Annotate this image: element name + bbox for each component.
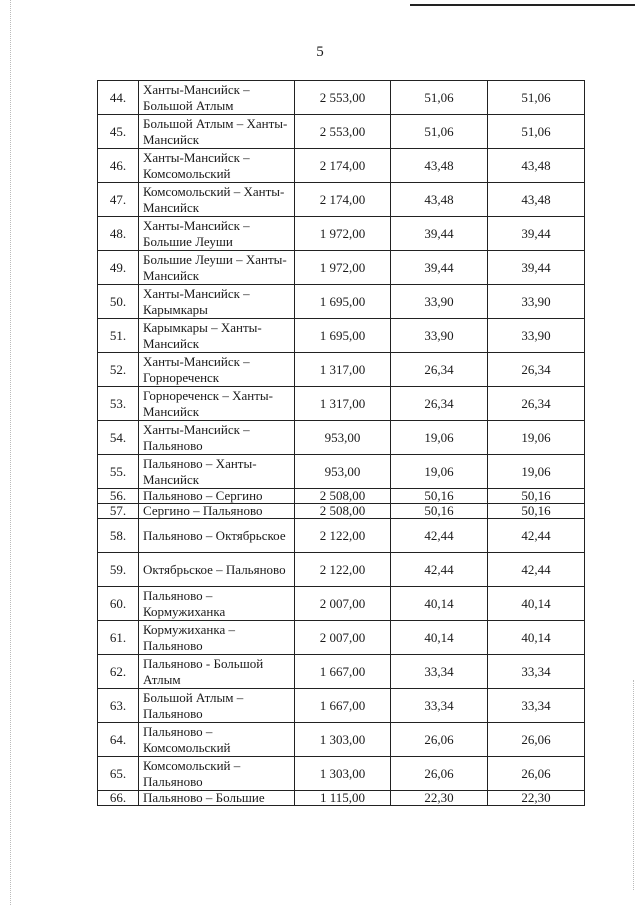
price-cell: 33,90 bbox=[391, 319, 488, 353]
route-cell: Пальяново – Октябрьское bbox=[139, 519, 295, 553]
price-cell: 43,48 bbox=[488, 183, 585, 217]
table-row bbox=[98, 285, 585, 319]
distance-cell: 2 007,00 bbox=[295, 621, 391, 655]
price-cell: 42,44 bbox=[488, 519, 585, 553]
distance-cell: 2 007,00 bbox=[295, 587, 391, 621]
table-row bbox=[98, 519, 585, 553]
price-cell: 40,14 bbox=[488, 621, 585, 655]
distance-cell: 1 317,00 bbox=[295, 353, 391, 387]
distance-cell: 2 174,00 bbox=[295, 149, 391, 183]
fares-table-body bbox=[98, 81, 585, 806]
price-cell: 26,06 bbox=[488, 757, 585, 791]
table-row bbox=[98, 115, 585, 149]
row-number: 49. bbox=[98, 251, 139, 285]
route-cell: Пальяново - Большой Атлым bbox=[139, 655, 295, 689]
row-number: 63. bbox=[98, 689, 139, 723]
table-row bbox=[98, 217, 585, 251]
distance-cell: 2 122,00 bbox=[295, 519, 391, 553]
table-row bbox=[98, 689, 585, 723]
row-number: 60. bbox=[98, 587, 139, 621]
price-cell: 51,06 bbox=[391, 81, 488, 115]
route-cell: Пальяново – Большие bbox=[139, 791, 295, 806]
price-cell: 43,48 bbox=[391, 183, 488, 217]
price-cell: 26,34 bbox=[488, 353, 585, 387]
row-number: 53. bbox=[98, 387, 139, 421]
price-cell: 19,06 bbox=[488, 421, 585, 455]
price-cell: 33,34 bbox=[391, 689, 488, 723]
table-row bbox=[98, 489, 585, 504]
price-cell: 39,44 bbox=[488, 251, 585, 285]
price-cell: 33,34 bbox=[488, 655, 585, 689]
price-cell: 39,44 bbox=[391, 217, 488, 251]
route-cell: Горнореченск – Ханты-Мансийск bbox=[139, 387, 295, 421]
fares-table bbox=[97, 80, 585, 806]
price-cell: 26,34 bbox=[391, 387, 488, 421]
price-cell: 43,48 bbox=[391, 149, 488, 183]
route-cell: Комсомольский – Ханты-Мансийск bbox=[139, 183, 295, 217]
price-cell: 40,14 bbox=[488, 587, 585, 621]
table-row bbox=[98, 455, 585, 489]
route-cell: Большой Атлым – Ханты-Мансийск bbox=[139, 115, 295, 149]
route-cell: Ханты-Мансийск – Большой Атлым bbox=[139, 81, 295, 115]
route-cell: Карымкары – Ханты-Мансийск bbox=[139, 319, 295, 353]
price-cell: 33,34 bbox=[391, 655, 488, 689]
table-row bbox=[98, 621, 585, 655]
table-row bbox=[98, 251, 585, 285]
table-row bbox=[98, 353, 585, 387]
price-cell: 51,06 bbox=[391, 115, 488, 149]
table-row bbox=[98, 149, 585, 183]
row-number: 62. bbox=[98, 655, 139, 689]
price-cell: 26,06 bbox=[391, 723, 488, 757]
route-cell: Пальяново – Ханты-Мансийск bbox=[139, 455, 295, 489]
route-cell: Октябрьское – Пальяново bbox=[139, 553, 295, 587]
price-cell: 50,16 bbox=[488, 504, 585, 519]
table-row bbox=[98, 421, 585, 455]
row-number: 50. bbox=[98, 285, 139, 319]
row-number: 46. bbox=[98, 149, 139, 183]
price-cell: 33,90 bbox=[488, 285, 585, 319]
distance-cell: 1 303,00 bbox=[295, 723, 391, 757]
scan-edge-right bbox=[633, 680, 634, 890]
price-cell: 26,06 bbox=[488, 723, 585, 757]
distance-cell: 1 972,00 bbox=[295, 217, 391, 251]
distance-cell: 2 508,00 bbox=[295, 504, 391, 519]
table-row bbox=[98, 655, 585, 689]
price-cell: 39,44 bbox=[488, 217, 585, 251]
price-cell: 50,16 bbox=[391, 489, 488, 504]
row-number: 51. bbox=[98, 319, 139, 353]
table-row bbox=[98, 504, 585, 519]
table-row bbox=[98, 387, 585, 421]
route-cell: Ханты-Мансийск – Комсомольский bbox=[139, 149, 295, 183]
price-cell: 19,06 bbox=[488, 455, 585, 489]
row-number: 65. bbox=[98, 757, 139, 791]
distance-cell: 2 122,00 bbox=[295, 553, 391, 587]
price-cell: 26,06 bbox=[391, 757, 488, 791]
route-cell: Сергино – Пальяново bbox=[139, 504, 295, 519]
price-cell: 33,90 bbox=[488, 319, 585, 353]
table-row bbox=[98, 791, 585, 806]
row-number: 45. bbox=[98, 115, 139, 149]
price-cell: 22,30 bbox=[488, 791, 585, 806]
price-cell: 22,30 bbox=[391, 791, 488, 806]
page-number: 5 bbox=[316, 44, 324, 60]
scan-edge-left bbox=[10, 0, 11, 905]
route-cell: Кормужиханка – Пальяново bbox=[139, 621, 295, 655]
route-cell: Ханты-Мансийск – Большие Леуши bbox=[139, 217, 295, 251]
distance-cell: 2 174,00 bbox=[295, 183, 391, 217]
row-number: 47. bbox=[98, 183, 139, 217]
price-cell: 26,34 bbox=[488, 387, 585, 421]
price-cell: 26,34 bbox=[391, 353, 488, 387]
price-cell: 51,06 bbox=[488, 81, 585, 115]
price-cell: 40,14 bbox=[391, 587, 488, 621]
distance-cell: 1 695,00 bbox=[295, 319, 391, 353]
distance-cell: 1 695,00 bbox=[295, 285, 391, 319]
table-row bbox=[98, 81, 585, 115]
table-row bbox=[98, 319, 585, 353]
price-cell: 43,48 bbox=[488, 149, 585, 183]
route-cell: Ханты-Мансийск – Пальяново bbox=[139, 421, 295, 455]
row-number: 61. bbox=[98, 621, 139, 655]
top-edge-rule bbox=[410, 4, 635, 6]
route-cell: Пальяново – Кормужиханка bbox=[139, 587, 295, 621]
route-cell: Пальяново – Сергино bbox=[139, 489, 295, 504]
row-number: 52. bbox=[98, 353, 139, 387]
row-number: 48. bbox=[98, 217, 139, 251]
row-number: 64. bbox=[98, 723, 139, 757]
distance-cell: 2 553,00 bbox=[295, 115, 391, 149]
price-cell: 50,16 bbox=[488, 489, 585, 504]
distance-cell: 953,00 bbox=[295, 455, 391, 489]
table-row bbox=[98, 757, 585, 791]
table-row bbox=[98, 587, 585, 621]
price-cell: 19,06 bbox=[391, 455, 488, 489]
distance-cell: 1 667,00 bbox=[295, 689, 391, 723]
price-cell: 39,44 bbox=[391, 251, 488, 285]
price-cell: 50,16 bbox=[391, 504, 488, 519]
price-cell: 33,34 bbox=[488, 689, 585, 723]
route-cell: Пальяново – Комсомольский bbox=[139, 723, 295, 757]
distance-cell: 1 115,00 bbox=[295, 791, 391, 806]
route-cell: Ханты-Мансийск – Горнореченск bbox=[139, 353, 295, 387]
price-cell: 42,44 bbox=[391, 553, 488, 587]
distance-cell: 2 508,00 bbox=[295, 489, 391, 504]
distance-cell: 1 303,00 bbox=[295, 757, 391, 791]
row-number: 66. bbox=[98, 791, 139, 806]
price-cell: 19,06 bbox=[391, 421, 488, 455]
distance-cell: 1 667,00 bbox=[295, 655, 391, 689]
row-number: 59. bbox=[98, 553, 139, 587]
route-cell: Ханты-Мансийск – Карымкары bbox=[139, 285, 295, 319]
price-cell: 51,06 bbox=[488, 115, 585, 149]
table-row bbox=[98, 183, 585, 217]
distance-cell: 953,00 bbox=[295, 421, 391, 455]
route-cell: Большие Леуши – Ханты-Мансийск bbox=[139, 251, 295, 285]
row-number: 56. bbox=[98, 489, 139, 504]
distance-cell: 1 972,00 bbox=[295, 251, 391, 285]
table-row bbox=[98, 723, 585, 757]
route-cell: Большой Атлым – Пальяново bbox=[139, 689, 295, 723]
row-number: 55. bbox=[98, 455, 139, 489]
row-number: 44. bbox=[98, 81, 139, 115]
price-cell: 40,14 bbox=[391, 621, 488, 655]
row-number: 58. bbox=[98, 519, 139, 553]
price-cell: 42,44 bbox=[391, 519, 488, 553]
row-number: 57. bbox=[98, 504, 139, 519]
distance-cell: 2 553,00 bbox=[295, 81, 391, 115]
table-row bbox=[98, 553, 585, 587]
route-cell: Комсомольский – Пальяново bbox=[139, 757, 295, 791]
row-number: 54. bbox=[98, 421, 139, 455]
price-cell: 33,90 bbox=[391, 285, 488, 319]
distance-cell: 1 317,00 bbox=[295, 387, 391, 421]
price-cell: 42,44 bbox=[488, 553, 585, 587]
